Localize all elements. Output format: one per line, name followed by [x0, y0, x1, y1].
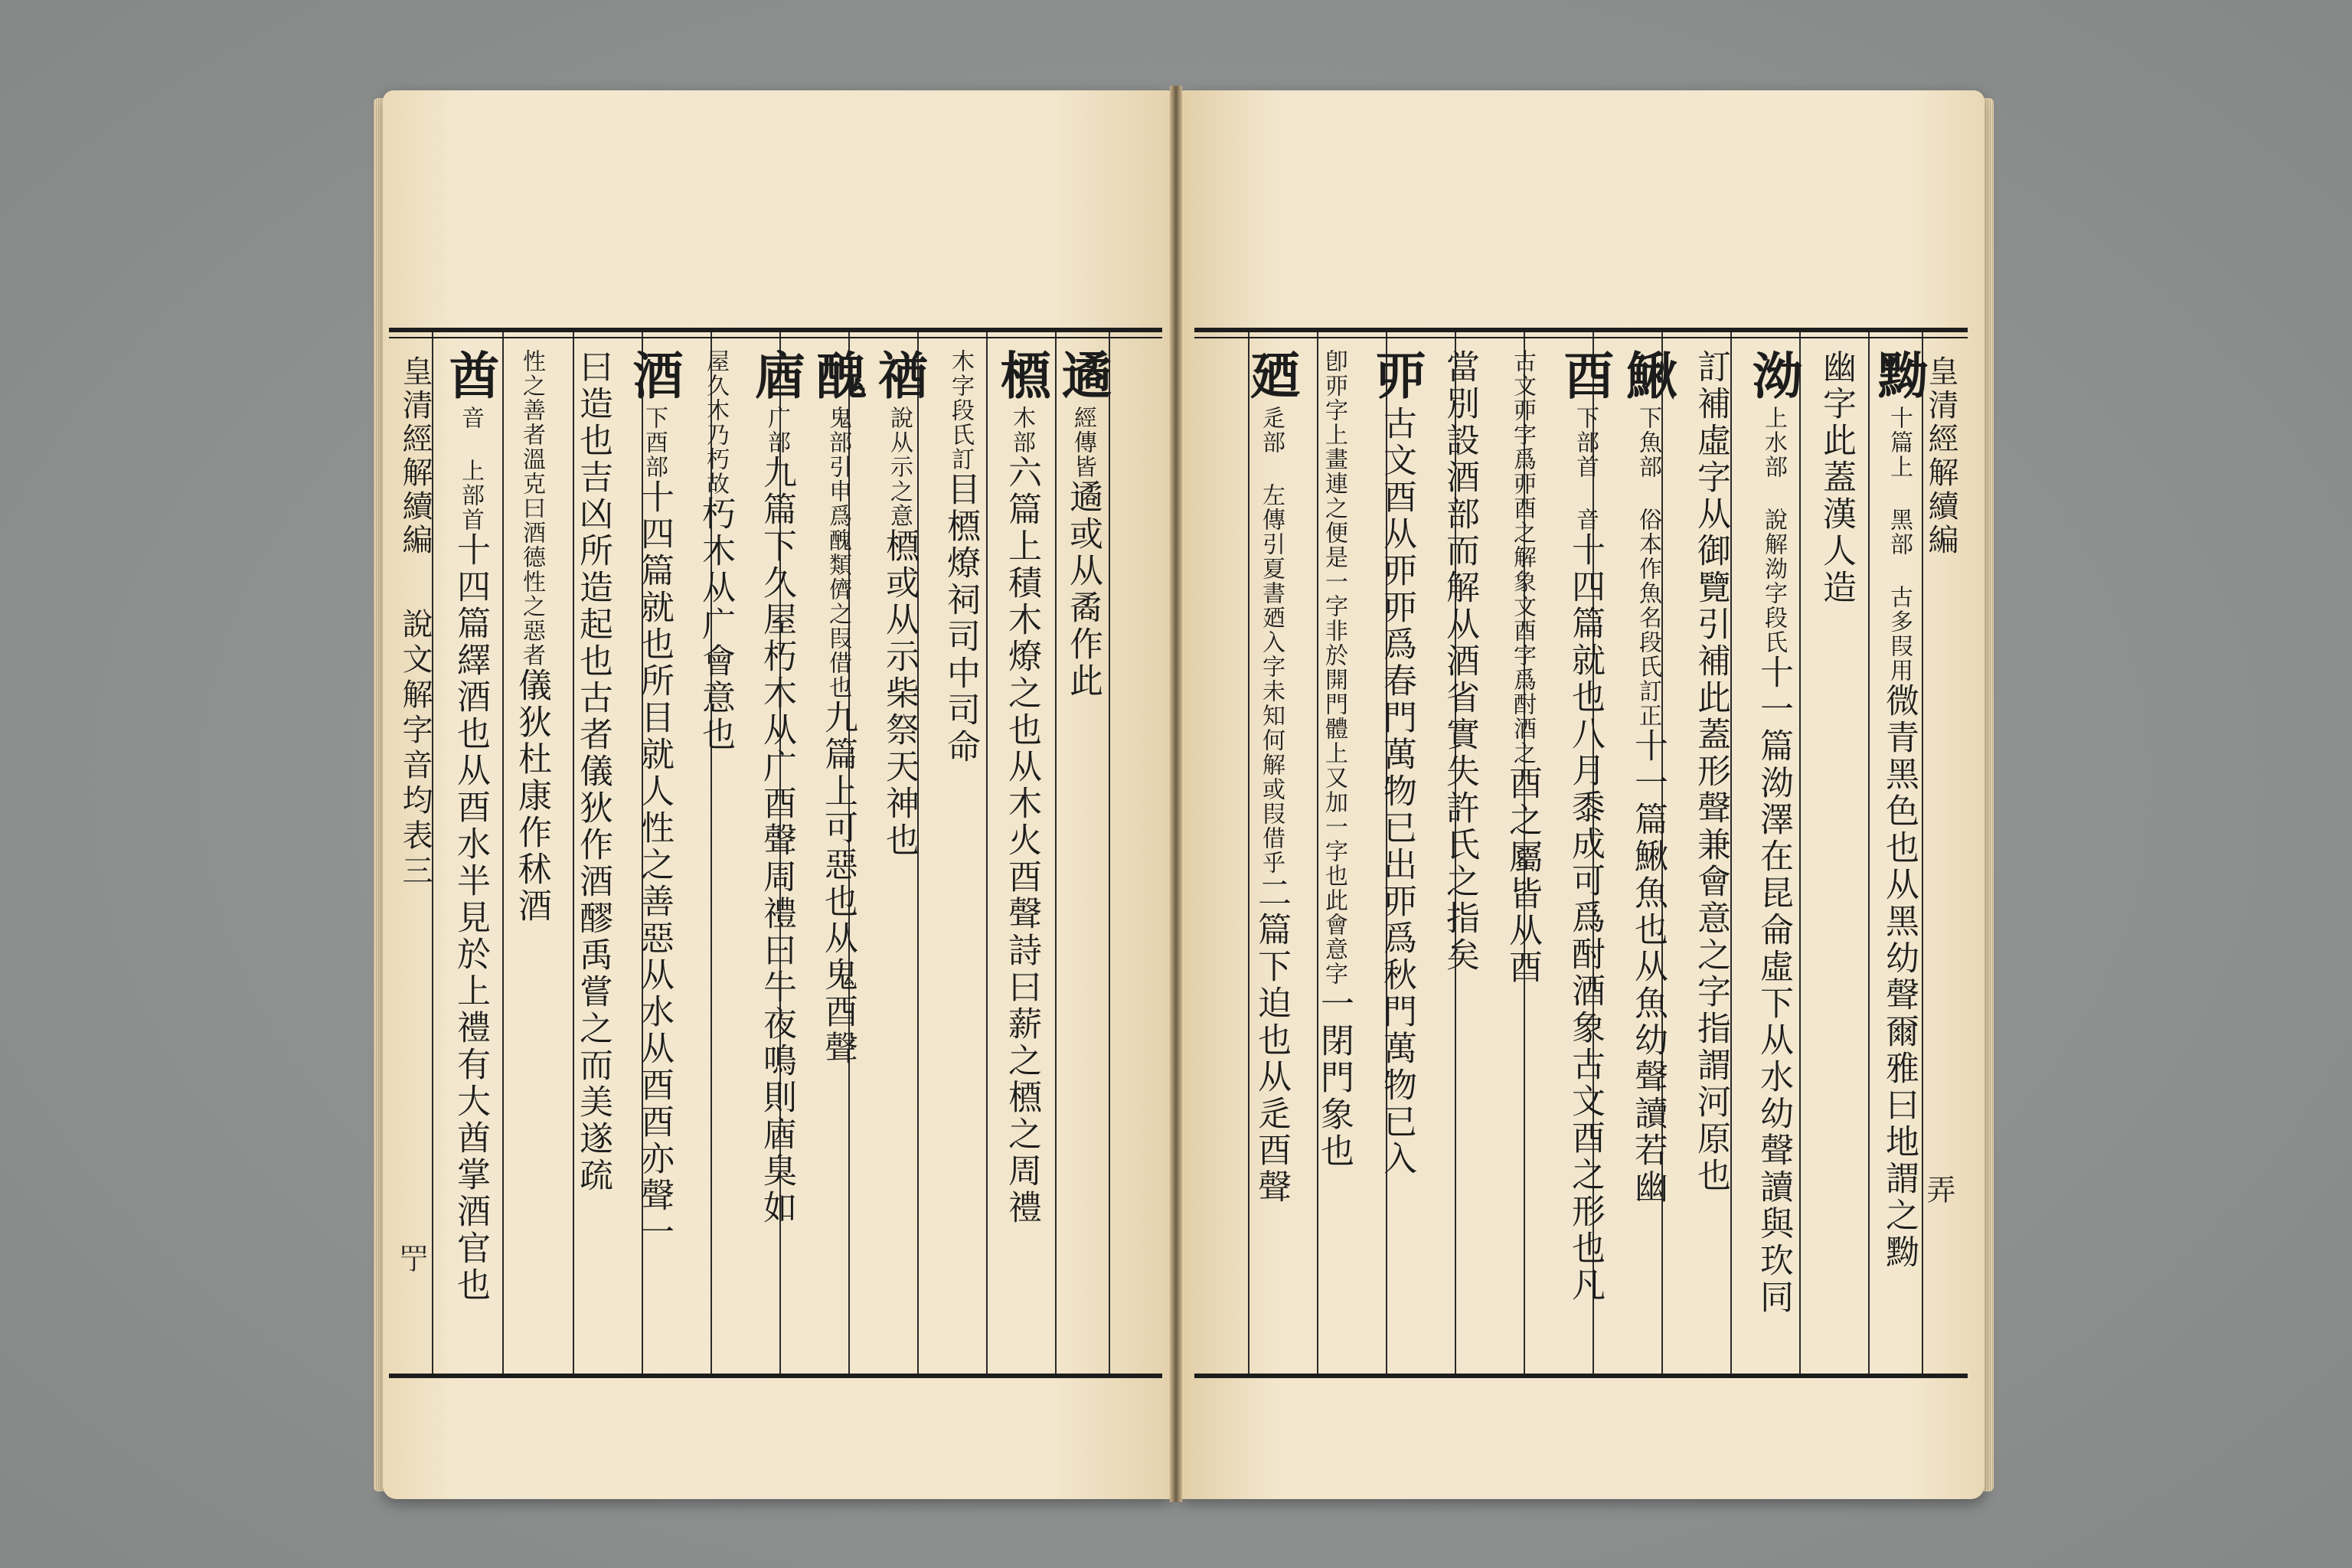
annotation: 下部首 音: [1572, 406, 1599, 532]
column-content: [1869, 349, 1929, 1271]
column-content: [1367, 349, 1426, 1178]
body-text: 酉之屬皆从酉: [1503, 766, 1542, 986]
body-text: 十一篇鰍魚也从魚幼聲讀若幽: [1628, 728, 1668, 1206]
column-content: [1743, 349, 1803, 1316]
text-column: [1614, 332, 1681, 1374]
body-text: 儀狄杜康作秫酒: [512, 668, 551, 925]
headword: 鰍: [1618, 349, 1677, 406]
body-text: 朽木从广會意也: [696, 496, 735, 753]
column-content: [1691, 349, 1730, 1194]
text-column: [498, 332, 565, 1374]
column-content: [808, 349, 867, 1067]
annotation: 木部: [1008, 406, 1035, 455]
annotation: 辵部 左傳引夏書廼入字未知何解或叚借乎: [1258, 406, 1285, 875]
column-content: [1315, 349, 1354, 1170]
body-text: 十四篇就也所目就人性之善惡从水从酉酉亦聲一: [635, 479, 674, 1251]
book-gutter: [1170, 86, 1182, 1502]
left-text-frame: [389, 328, 1162, 1378]
headword: 酒: [624, 349, 684, 406]
annotation: 古文丣字爲丣酉之解象文酉字爲酎酒之: [1509, 349, 1536, 766]
text-column: [865, 332, 933, 1374]
annotation: 下魚部 俗本作魚名段氏訂正: [1635, 406, 1661, 728]
column-content: [1817, 349, 1856, 606]
headword: 廼: [1241, 349, 1301, 406]
annotation: 木字段氏訂: [947, 349, 974, 472]
annotation: 卽丣字上畫連之便是一字非於開門體上又加一字也此會意字: [1321, 349, 1348, 986]
column-content: [440, 349, 500, 1304]
text-column: [559, 332, 626, 1374]
column-content: [573, 349, 612, 1194]
headword: 遹: [1053, 349, 1112, 406]
text-column: [1488, 332, 1556, 1374]
text-column: [1049, 332, 1116, 1374]
column-content: [941, 349, 980, 766]
body-text: 九篇下久屋朽木从广酉聲周禮曰牛夜鳴則庮臭如: [757, 455, 796, 1227]
column-content: [1440, 349, 1479, 974]
body-text: 古文酉从丣丣爲春門萬物已出丣爲秋門萬物已入: [1377, 406, 1416, 1178]
headword: 泑: [1743, 349, 1803, 406]
column-content: [1503, 349, 1542, 986]
column-content: [1555, 349, 1615, 1304]
body-text: 遹或从矞作此: [1063, 479, 1102, 700]
body-text: 十一篇泑澤在昆侖虛下从水幼聲讀與㺵同: [1754, 655, 1793, 1316]
text-column: [1300, 332, 1367, 1374]
annotation: 性之善者溫克曰酒德性之惡者: [518, 349, 545, 668]
column-content: [746, 349, 806, 1227]
annotation: 經傳皆: [1070, 406, 1096, 479]
annotation: 鬼部引申爲醜類儕之叚借也: [825, 406, 851, 700]
annotation: 上水部 說解泑字段氏: [1760, 406, 1787, 655]
headword: 槱: [991, 349, 1051, 406]
body-text: 微青黑色也从黑幼聲爾雅曰地謂之黝: [1880, 683, 1919, 1271]
text-column: [1551, 332, 1619, 1374]
headword: 庮: [746, 349, 806, 406]
book-section-left: 說文解字音均表三: [397, 608, 433, 890]
column-content: [1053, 349, 1112, 700]
body-text: 幽字此蓋漢人造: [1817, 349, 1856, 606]
text-column: [681, 332, 749, 1374]
annotation: 广部: [763, 406, 790, 455]
text-column: [926, 332, 994, 1374]
headword: 酉: [1555, 349, 1615, 406]
column-divider: [432, 332, 433, 1374]
text-column: [1677, 332, 1744, 1374]
annotation: 十篇上 黑部 古多叚用: [1886, 406, 1913, 683]
body-text: 六篇上積木燎之也从木火酉聲詩曰薪之槱之周禮: [1002, 455, 1041, 1227]
body-text: 目槱燎祠司中司命: [941, 472, 980, 766]
folio-right: 弄: [1922, 1174, 1955, 1204]
text-column: [436, 332, 504, 1374]
text-column: [1802, 332, 1870, 1374]
text-column: [743, 332, 810, 1374]
headword: 黝: [1869, 349, 1929, 406]
body-text: 訂補虛字从御覽引補此蓋形聲兼會意之字指謂河原也: [1691, 349, 1730, 1194]
annotation: 屋久木乃朽故: [702, 349, 729, 496]
text-column: [1363, 332, 1430, 1374]
margin-title-right: 皇清經解續編: [1923, 355, 1958, 557]
annotation: 音 上部首: [457, 406, 484, 532]
text-column: [1237, 332, 1305, 1374]
body-text: 曰造也吉凶所造起也古者儀狄作酒醪禹嘗之而美遂疏: [573, 349, 612, 1194]
column-content: [1241, 349, 1301, 1206]
column-content: [512, 349, 551, 925]
headword: 醜: [808, 349, 867, 406]
text-column: [804, 332, 871, 1374]
headword: 禉: [869, 349, 929, 406]
headword: 丣: [1367, 349, 1426, 406]
column-content: [624, 349, 684, 1251]
text-column: [1426, 332, 1493, 1374]
text-column: [1740, 332, 1807, 1374]
headword: 酋: [440, 349, 500, 406]
column-content: [1618, 349, 1677, 1206]
folio-left: 𦉬: [396, 1243, 430, 1272]
body-text: 槱或从示柴祭天神也: [880, 528, 919, 859]
column-content: [991, 349, 1051, 1227]
annotation: 說从示之意: [886, 406, 913, 528]
annotation: 下酉部: [641, 406, 668, 479]
column-content: [696, 349, 735, 753]
body-text: 十四篇就也八月黍成可爲酎酒象古文酉之形也凡: [1566, 532, 1605, 1304]
body-text: 當別設酒部而解从酒省實失許氏之指矣: [1440, 349, 1479, 974]
right-text-frame: [1194, 328, 1968, 1378]
text-column: [988, 332, 1055, 1374]
body-text: 一閉門象也: [1315, 986, 1354, 1170]
text-column: [620, 332, 688, 1374]
body-text: 二篇下迫也从辵酉聲: [1252, 875, 1291, 1206]
margin-title-left: 皇清經解續編: [397, 355, 433, 557]
text-column: [1865, 332, 1932, 1374]
body-text: 十四篇繹酒也从酉水半見於上禮有大酋掌酒官也: [451, 532, 490, 1304]
body-text: 九篇上可惡也从鬼酉聲: [818, 700, 858, 1067]
column-content: [869, 349, 929, 859]
